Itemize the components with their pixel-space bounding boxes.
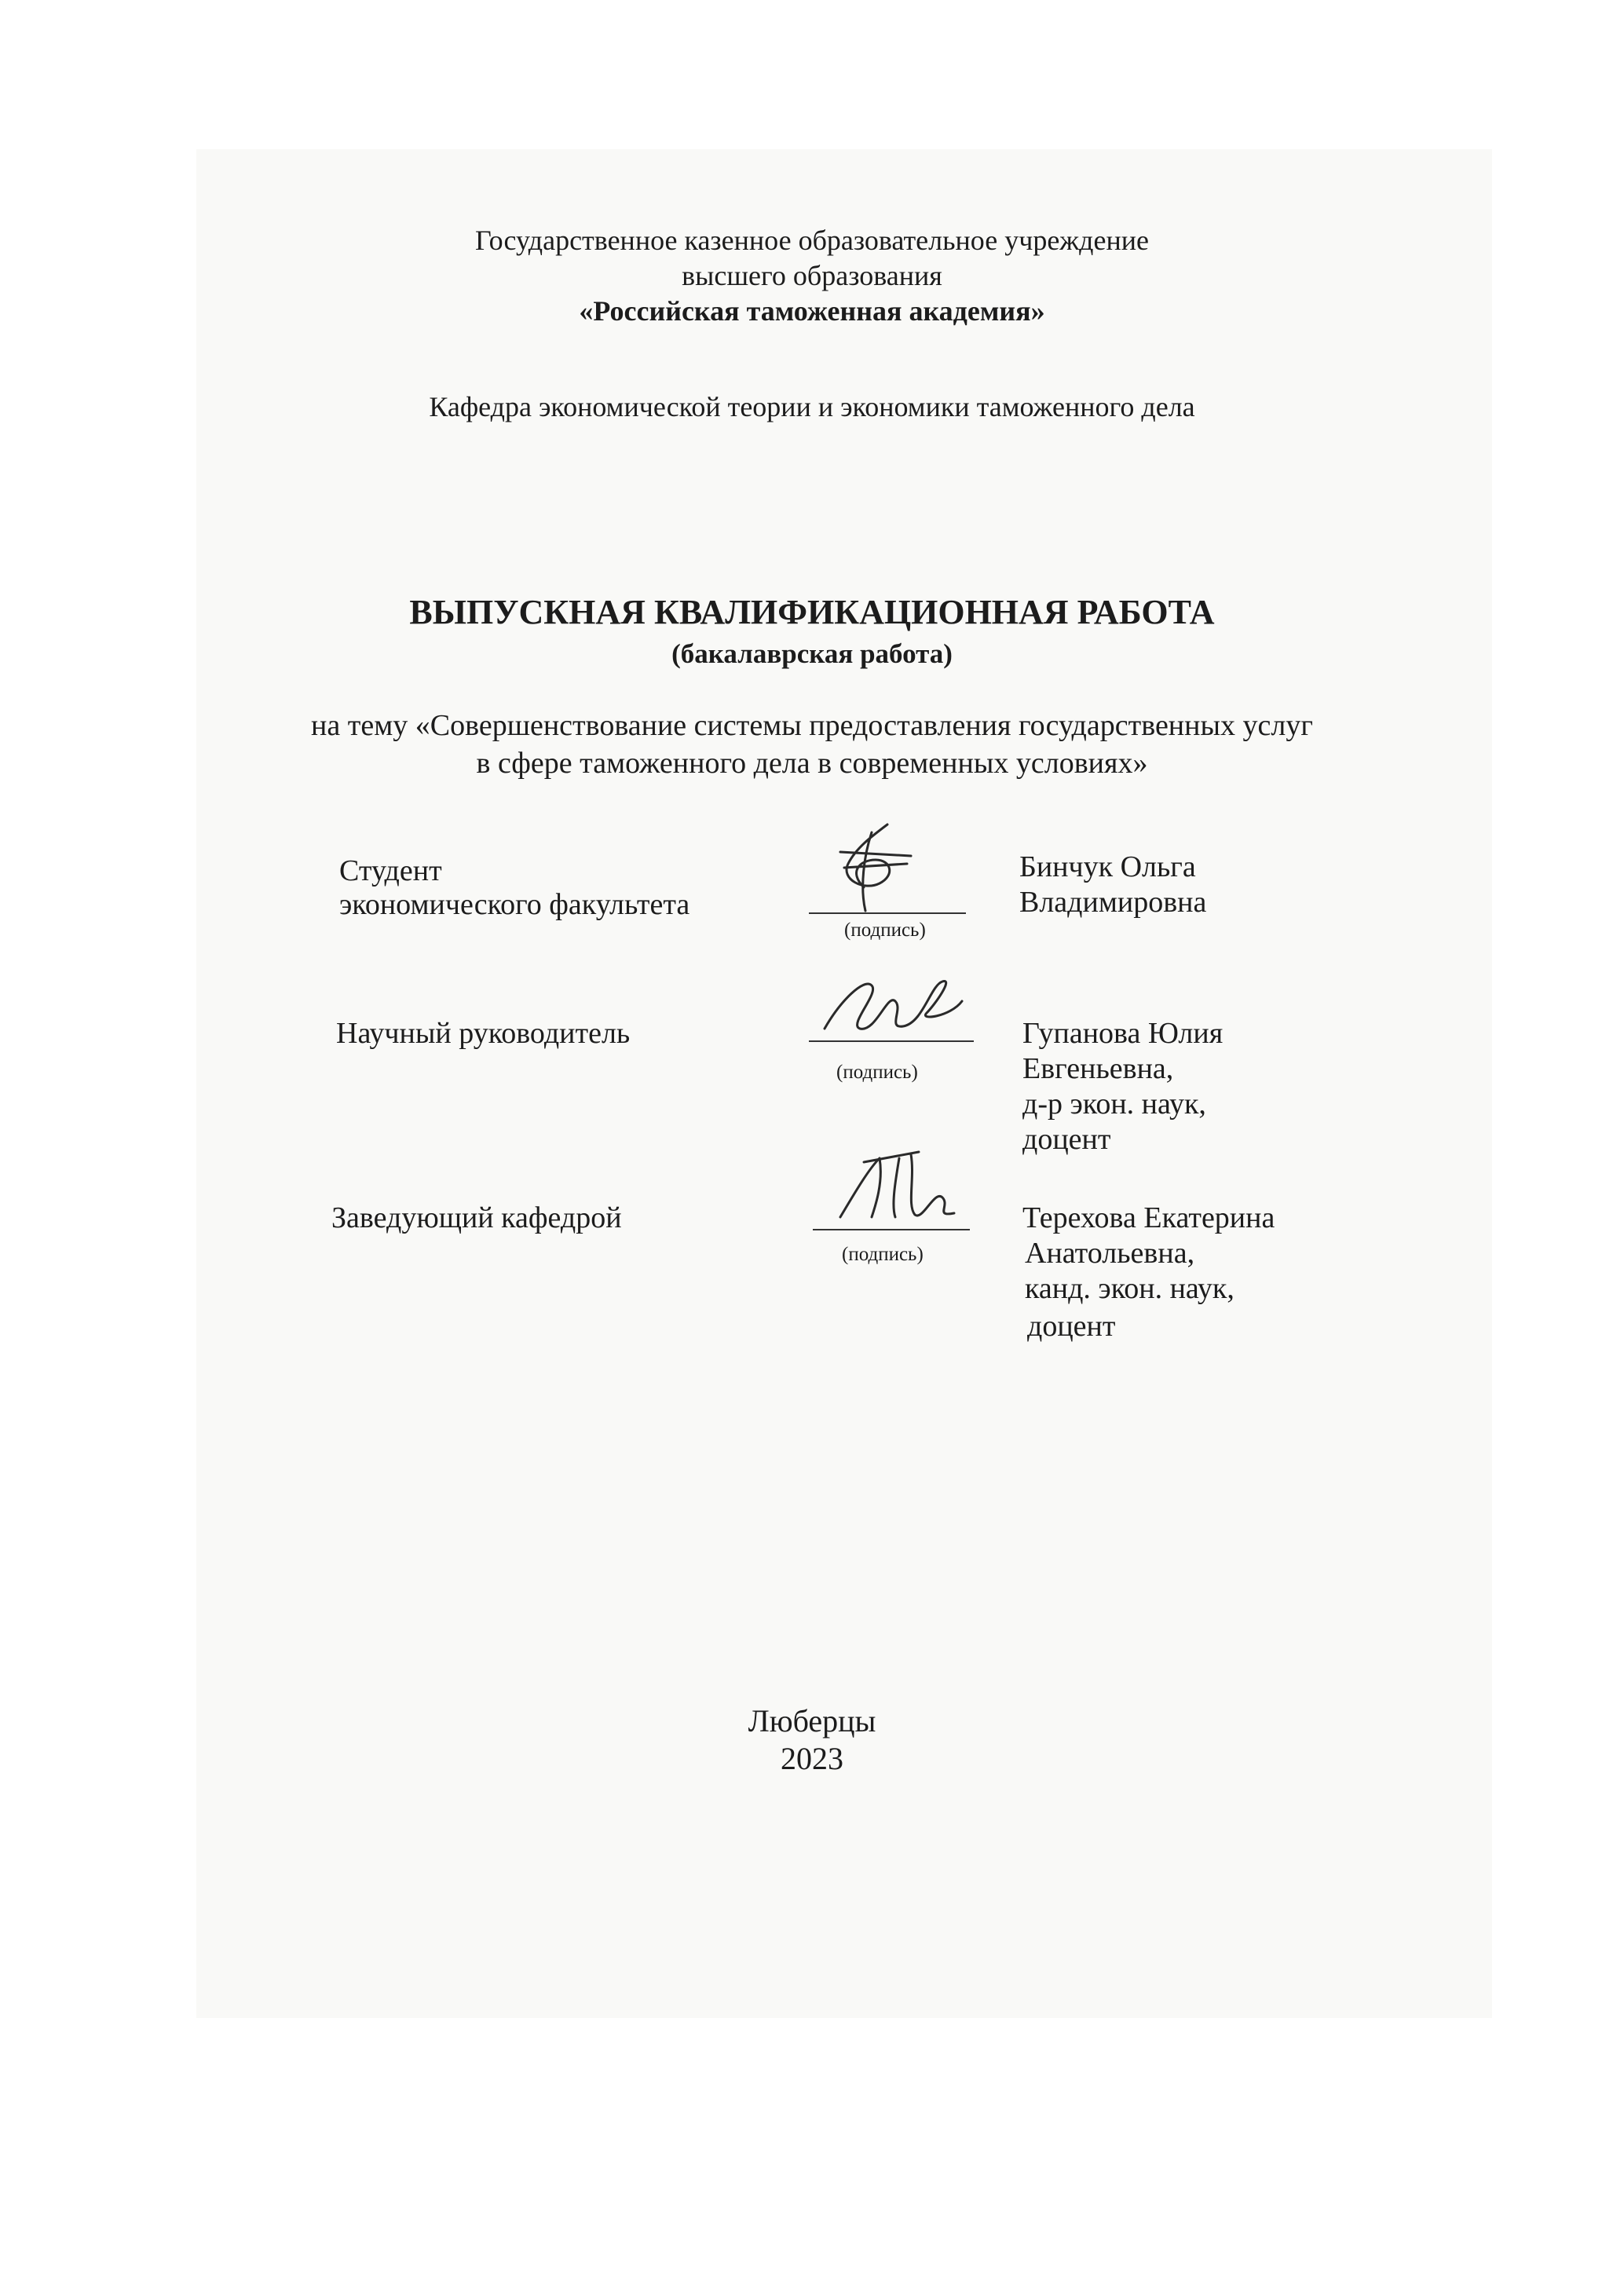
supervisor-name-line-3: д-р экон. наук, [1022,1088,1206,1121]
topic-line-2: в сфере таможенного дела в современных условиях» [476,747,1148,780]
supervisor-name-line-2: Евгеньевна, [1022,1052,1174,1085]
supervisor-role: Научный руководитель [336,1017,631,1050]
head-signature-caption: (подпись) [842,1244,924,1265]
head-signature-line [813,1229,970,1230]
institution-line-1: Государственное казенное образовательное учреждение [475,225,1149,256]
head-role: Заведующий кафедрой [331,1201,622,1234]
year: 2023 [781,1741,843,1776]
student-name-line-1: Бинчук Ольга [1019,850,1196,883]
document-subtitle: (бакалаврская работа) [671,638,953,669]
department-name: Кафедра экономической теории и экономики таможенного дела [429,391,1195,422]
supervisor-signature-mark [817,970,974,1040]
student-name-line-2: Владимировна [1019,886,1207,919]
topic-line-1: на тему «Совершенствование системы предоставления государственных услуг [311,709,1313,742]
city: Люберцы [748,1703,876,1738]
supervisor-signature-caption: (подпись) [836,1062,918,1083]
institution-line-2: высшего образования [682,260,942,291]
head-name-line-1: Терехова Екатерина [1022,1201,1275,1234]
supervisor-signature-line [809,1040,974,1042]
student-role-line-1: Студент [339,854,442,887]
head-name-line-3: канд. экон. наук, [1025,1272,1234,1305]
student-signature-mark [817,817,942,919]
supervisor-name-line-1: Гупанова Юлия [1022,1017,1223,1050]
student-role-line-2: экономического факультета [339,888,690,921]
head-name-line-2: Анатольевна, [1025,1237,1195,1270]
student-signature-line [809,912,966,914]
supervisor-name-line-4: доцент [1022,1123,1111,1156]
student-signature-caption: (подпись) [844,919,926,941]
institution-name: «Российская таможенная академия» [579,295,1045,327]
head-name-line-4: доцент [1027,1310,1116,1343]
document-title: ВЫПУСКНАЯ КВАЛИФИКАЦИОННАЯ РАБОТА [409,593,1215,631]
head-signature-mark [825,1143,966,1229]
